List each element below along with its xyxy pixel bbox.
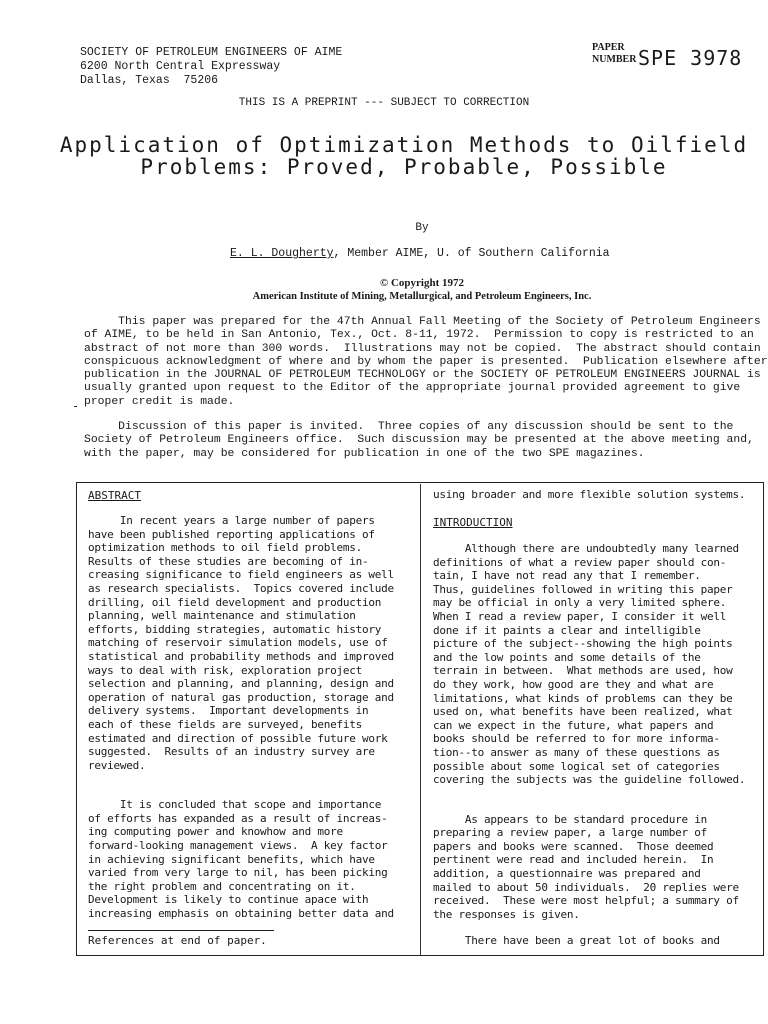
author-line — [230, 247, 610, 260]
title-line-1: Application of Optimization Methods to Oilfield — [59, 133, 749, 157]
author-affiliation: , Member AIME, U. of Southern California — [333, 247, 610, 260]
introduction-body: Although there are undoubtedly many learned definitions of what a review paper should con- tain, I have not read any that I remember. Thus, guidelines followed in writing this paper may be official in only a very limited sphere. When I read a review paper, I consider it well done if it paints a clear and intelligible picture of the subject--showing the high points and the low points and some details of the terrain in between. What methods are used, how do they work, how good are they and what are limitations, what kinds of problems can they be used on, what benefits have been realized, what can we expect in the future, what papers and books should be referred to for more informa- tion--to answer as many of these questions as possible about some logical set of categories covering the subjects was the guideline followed. As appears to be standard procedure in preparing a review paper, a large number of papers and books were scanned. Those deemed pertinent were read and included herein. In addition, a questionnaire was prepared and mailed to about 50 individuals. 20 replies were received. These were most helpful; a summary of the responses is given. There have been a great lot of books and — [433, 542, 746, 948]
society-name: SOCIETY OF PETROLEUM ENGINEERS OF AIME — [80, 46, 343, 59]
byline-by: By — [415, 222, 429, 234]
paper-title — [40, 134, 768, 178]
right-column-continuation: using broader and more flexible solution systems. — [433, 488, 746, 501]
paper-number: SPE 3978 — [638, 46, 743, 70]
copyright-institute: American Institute of Mining, Metallurgical, and Petroleum Engineers, Inc. — [252, 291, 592, 302]
society-address — [80, 46, 342, 88]
society-city: Dallas, Texas 75206 — [80, 74, 219, 87]
references-rule — [88, 930, 274, 931]
abstract-heading: ABSTRACT — [88, 489, 141, 502]
column-divider — [420, 484, 421, 956]
discussion-paragraph: Discussion of this paper is invited. Three copies of any discussion should be sent to the Society of Petroleum Engineers office. Such discussion may be presented at the above meeting and, with the paper, may be considered for publication in one of the two SPE magazines. — [84, 421, 754, 460]
title-line-2: Problems: Proved, Probable, Possible — [140, 155, 668, 179]
abstract-body: In recent years a large number of papers have been published reporting applications of optimization methods to oil field problems. Results of these studies are becoming of in- creasing significance to field engineers as well as research specialists. Topics covered include drilling, oil field development and production planning, well maintenance and stimulation efforts, bidding strategies, automatic history matching of reservoir simulation models, use of statistical and probability methods and improved ways to deal with risk, exploration project selection and planning, and planning, design and operation of natural gas production, storage and delivery systems. Important developments in each of these fields are surveyed, benefits estimated and direction of possible future work suggested. Results of an industry survey are reviewed. It is concluded that scope and importance of efforts has expanded as a result of increas- ing computing power and knowhow and more forward-looking management views. A key factor in achieving significant benefits, which have varied from very large to nil, has been picking the right problem and concentrating on it. Development is likely to continue apace with increasing emphasis on obtaining better data and — [88, 514, 394, 921]
paper-number-label: PAPER NUMBER — [592, 42, 637, 65]
author-name: E. L. Dougherty — [230, 247, 334, 260]
introduction-heading: INTRODUCTION — [433, 516, 513, 529]
references-note: References at end of paper. — [88, 934, 267, 947]
margin-mark: - — [72, 399, 80, 413]
copyright-line: © Copyright 1972 — [380, 277, 464, 289]
society-street: 6200 North Central Expressway — [80, 60, 281, 73]
notice-paragraph: This paper was prepared for the 47th Annual Fall Meeting of the Society of Petroleum Engineers of AIME, to be held in San Antonio, Tex., Oct. 8-11, 1972. Permission to copy is restricted to an abstract of not more than 300 words. Illustrations may not be copied. The abstract should contain conspicuous acknowledgment of where and by whom the paper is presented. Publication elsewhere after publication in the JOURNAL OF PETROLEUM TECHNOLOGY or the SOCIETY OF PETROLEUM ENGINEERS JOURNAL is usually granted upon request to the Editor of the appropriate journal provided agreement to give proper credit is made. — [84, 316, 768, 408]
preprint-notice: THIS IS A PREPRINT --- SUBJECT TO CORRECTION — [238, 97, 530, 109]
